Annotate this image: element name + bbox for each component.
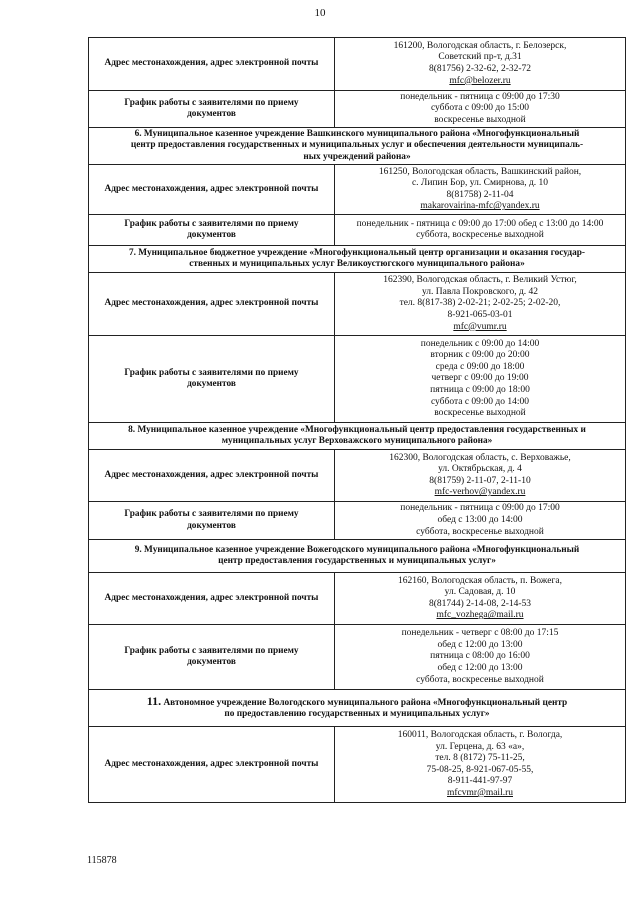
section-heading-row — [89, 423, 626, 450]
document-code: 115878 — [87, 855, 117, 866]
address-label: Адрес местонахождения, адрес электронной почты — [89, 573, 335, 625]
mfc-contacts-table — [88, 37, 626, 803]
section-heading-8: 8. Муниципальное казенное учреждение «Многофункциональный центр предоставления государственных и муниципальных услуг Верховажского муниципального района» — [89, 423, 626, 450]
section-heading-row — [89, 246, 626, 273]
section-heading-row — [89, 540, 626, 573]
address-value: 162160, Вологодская область, п. Вожега, ул. Садовая, д. 10 8(81744) 2-14-08, 2-14-53 mfc_vozhega@mail.ru — [335, 573, 626, 625]
address-value: 161200, Вологодская область, г. Белозерск, Советский пр-т, д.31 8(81756) 2-32-62, 2-32-72 mfc@belozer.ru — [335, 38, 626, 91]
schedule-label: График работы с заявителями по приему документов — [89, 91, 335, 128]
address-label: Адрес местонахождения, адрес электронной почты — [89, 450, 335, 502]
email-link[interactable]: mfc@belozer.ru — [449, 75, 511, 86]
table-row — [89, 91, 626, 128]
table-row — [89, 502, 626, 540]
schedule-value: понедельник - пятница с 09:00 до 17:00 обед с 13:00 до 14:00 суббота, воскресенье выходной — [335, 502, 626, 540]
table-row — [89, 273, 626, 336]
address-value: 162300, Вологодская область, с. Верховажье, ул. Октябрьская, д. 4 8(81759) 2-11-07, 2-11-10 mfc-verhov@yandex.ru — [335, 450, 626, 502]
section-heading-6: 6. Муниципальное казенное учреждение Вашкинского муниципального района «Многофункциональный центр предоставления государственных и муниципальных услуг и обеспечения деятельности муниципаль- ных учреждений района» — [89, 128, 626, 165]
email-link[interactable]: mfc-verhov@yandex.ru — [434, 487, 526, 498]
schedule-label: График работы с заявителями по приему документов — [89, 215, 335, 246]
address-label: Адрес местонахождения, адрес электронной почты — [89, 38, 335, 91]
table-row — [89, 573, 626, 625]
section-heading-7: 7. Муниципальное бюджетное учреждение «Многофункциональный центр организации и оказания государ- ственных и муниципальных услуг Великоустюгского муниципального района» — [89, 246, 626, 273]
email-link[interactable]: mfcvmr@mail.ru — [447, 787, 513, 798]
schedule-value: понедельник с 09:00 до 14:00 вторник с 09:00 до 20:00 среда с 09:00 до 18:00 четверг с 09:00 до 19:00 пятница с 09:00 до 18:00 суббота с 09:00 до 14:00 воскресенье выходной — [335, 336, 626, 423]
page-number: 10 — [314, 7, 326, 19]
section-heading-row — [89, 690, 626, 727]
table-row — [89, 336, 626, 423]
section-heading-11: 11. Автономное учреждение Вологодского муниципального района «Многофункциональный центр по предоставлению государственных и муниципальных услуг» — [89, 690, 626, 727]
schedule-label: График работы с заявителями по приему документов — [89, 336, 335, 423]
address-label: Адрес местонахождения, адрес электронной почты — [89, 273, 335, 336]
schedule-value: понедельник - четверг с 08:00 до 17:15 обед с 12:00 до 13:00 пятница с 08:00 до 16:00 обед с 12:00 до 13:00 суббота, воскресенье выходной — [335, 625, 626, 690]
schedule-value: понедельник - пятница с 09:00 до 17:30 суббота с 09:00 до 15:00 воскресенье выходной — [335, 91, 626, 128]
email-link[interactable]: makarovairina-mfc@yandex.ru — [420, 201, 540, 212]
table-row — [89, 727, 626, 803]
address-value: 162390, Вологодская область, г. Великий Устюг, ул. Павла Покровского, д. 42 тел. 8(817-38) 2-02-21; 2-02-25; 2-02-20, 8-921-065-03-01 mfc@vumr.ru — [335, 273, 626, 336]
email-link[interactable]: mfc@vumr.ru — [453, 321, 507, 332]
schedule-label: График работы с заявителями по приему документов — [89, 502, 335, 540]
address-value: 161250, Вологодская область, Вашкинский район, с. Липин Бор, ул. Смирнова, д. 10 8(81758) 2-11-04 makarovairina-mfc@yandex.ru — [335, 165, 626, 215]
section-heading-9: 9. Муниципальное казенное учреждение Вожегодского муниципального района «Многофункциональный центр предоставления государственных и муниципальных услуг» — [89, 540, 626, 573]
schedule-value: понедельник - пятница с 09:00 до 17:00 обед с 13:00 до 14:00 суббота, воскресенье выходной — [335, 215, 626, 246]
table-row — [89, 38, 626, 91]
table-row — [89, 165, 626, 215]
address-label: Адрес местонахождения, адрес электронной почты — [89, 165, 335, 215]
email-link[interactable]: mfc_vozhega@mail.ru — [436, 610, 524, 621]
section-heading-row — [89, 128, 626, 165]
address-value: 160011, Вологодская область, г. Вологда, ул. Герцена, д. 63 «а», тел. 8 (8172) 75-11-25, 75-08-25, 8-921-067-05-55, 8-911-441-97-97 mfcvmr@mail.ru — [335, 727, 626, 803]
table-row — [89, 625, 626, 690]
table-row — [89, 450, 626, 502]
table-row — [89, 215, 626, 246]
address-label: Адрес местонахождения, адрес электронной почты — [89, 727, 335, 803]
schedule-label: График работы с заявителями по приему документов — [89, 625, 335, 690]
